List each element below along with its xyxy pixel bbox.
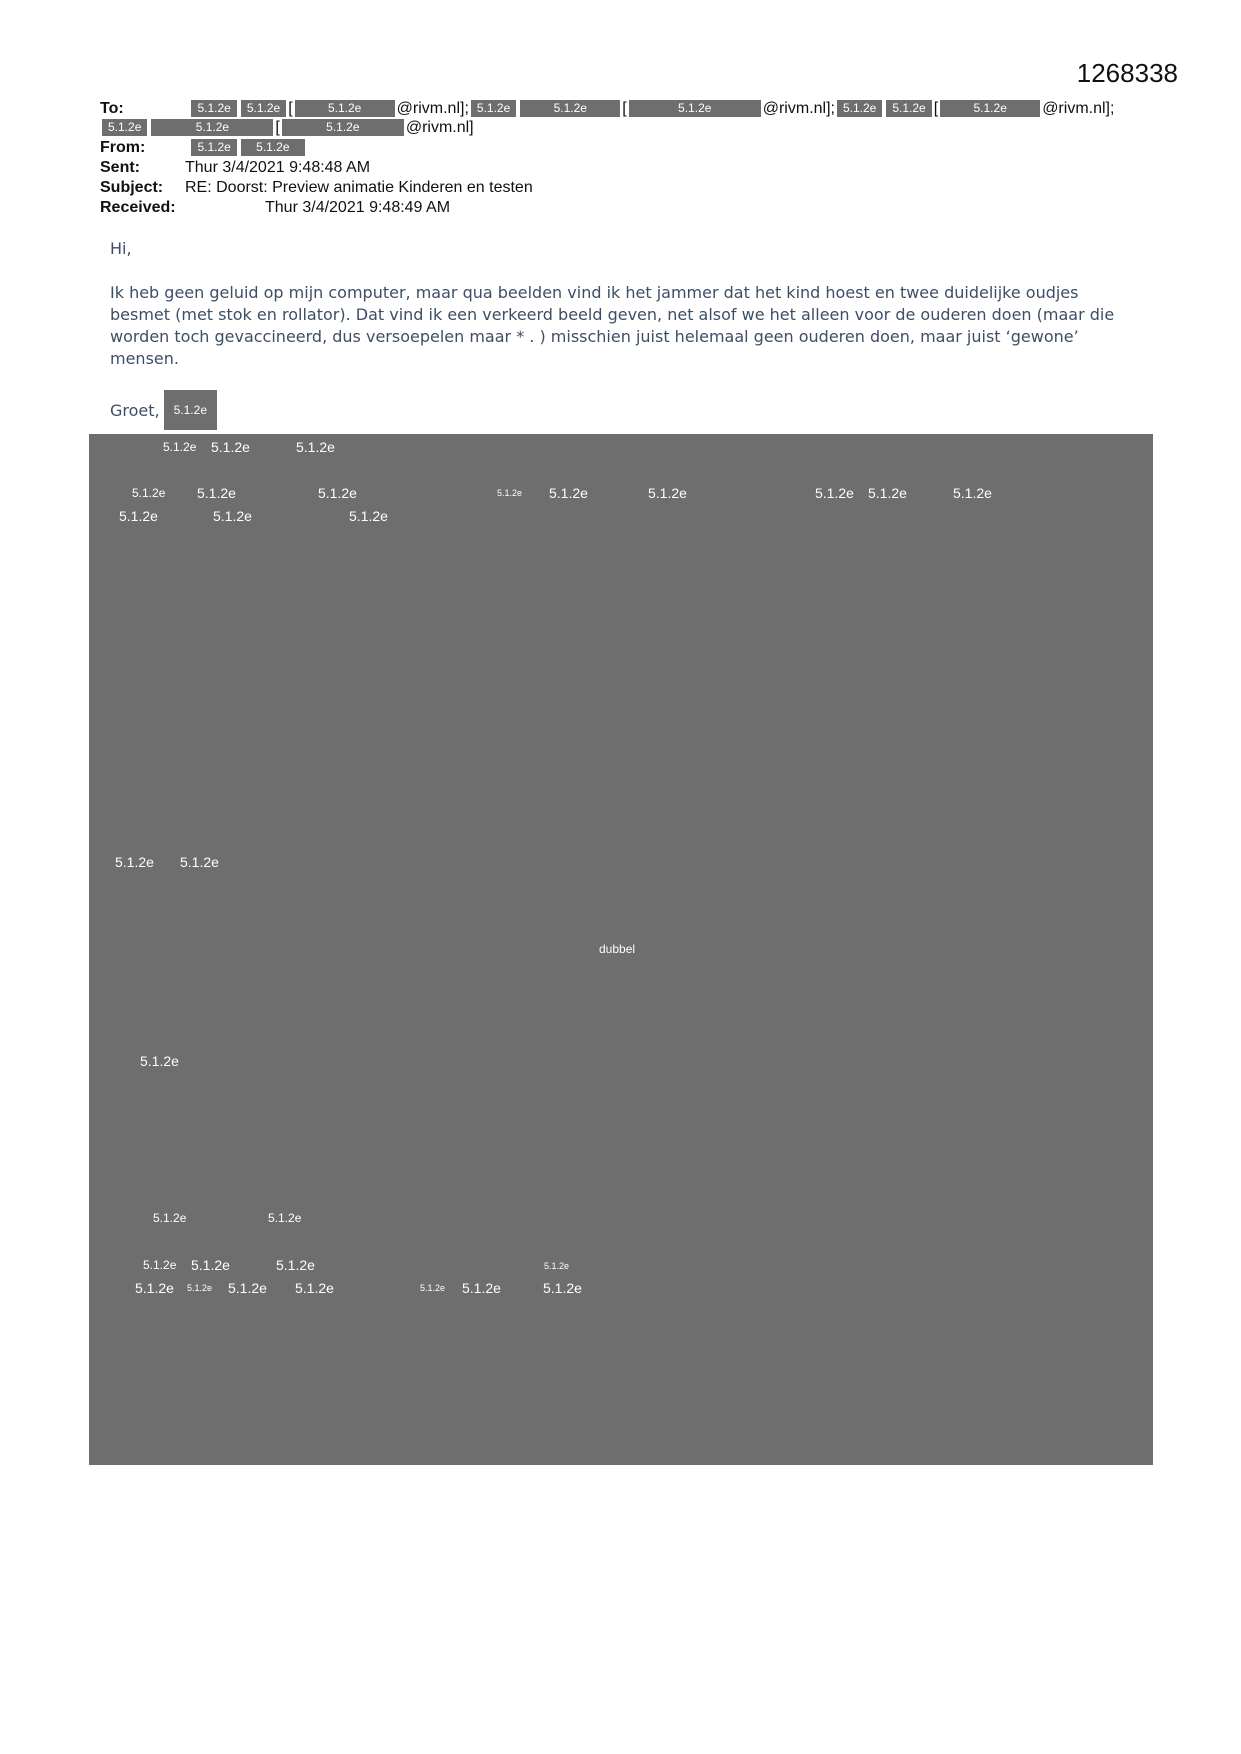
redaction-tag: 5.1.2e [191, 1257, 230, 1273]
redaction-tag: 5.1.2e [420, 1283, 446, 1293]
sent-value: Thur 3/4/2021 9:48:48 AM [185, 159, 371, 176]
document-number: 1268338 [1076, 58, 1178, 88]
email-suffix-last: @rivm.nl] [405, 119, 474, 136]
redaction-tag: 5.1.2e [213, 508, 252, 524]
bracket: [ [933, 100, 939, 117]
redaction: 5.1.2e [520, 100, 620, 117]
redaction-tag: 5.1.2e [163, 440, 197, 454]
bracket: [ [275, 119, 280, 136]
redaction-tag: 5.1.2e [543, 1280, 582, 1296]
redaction-tag: 5.1.2e [153, 1211, 187, 1225]
redaction-tag: 5.1.2e [497, 488, 523, 498]
subject-label: Subject: [100, 179, 164, 196]
redaction-tag: 5.1.2e [228, 1280, 267, 1296]
redaction: 5.1.2e [151, 119, 273, 136]
received-label: Received: [100, 199, 176, 216]
received-line [100, 199, 450, 217]
redaction-tag: 5.1.2e [140, 1053, 179, 1069]
message-paragraph: Ik heb geen geluid op mijn computer, maar qua beelden vind ik het jammer dat het kind hoest en twee duidelijke oudjes besmet (met stok en rollator). Dat vind ik een verkeerd beeld geven, net alsof we het alleen voor de ouderen doen (maar die worden toch gevaccineerd, dus versoepelen maar * . ) misschien juist helemaal geen ouderen doen, maar juist ‘gewone’ mensen. [110, 283, 1115, 368]
redaction-tag: 5.1.2e [143, 1258, 177, 1272]
redaction: 5.1.2e [241, 100, 286, 117]
to-line-continued [100, 119, 474, 137]
redaction-tag: 5.1.2e [648, 485, 687, 501]
from-label: From: [100, 139, 146, 156]
redaction: 5.1.2e [837, 100, 882, 117]
from-line [100, 139, 307, 157]
redaction: 5.1.2e [295, 100, 395, 117]
sent-line [100, 159, 370, 177]
to-label: To: [100, 100, 124, 117]
redaction-tag: 5.1.2e [296, 439, 335, 455]
redaction-tag: 5.1.2e [462, 1280, 501, 1296]
redaction: 5.1.2e [191, 139, 236, 156]
bracket: [ [622, 100, 627, 117]
greeting: Hi, [110, 239, 132, 258]
redaction-tag: 5.1.2e [135, 1280, 174, 1296]
redaction: 5.1.2e [471, 100, 516, 117]
redaction-tag: 5.1.2e [318, 485, 357, 501]
redaction-tag: 5.1.2e [549, 485, 588, 501]
redaction: 5.1.2e [102, 119, 147, 136]
email-suffix: @rivm.nl]; [1042, 100, 1115, 117]
received-value: Thur 3/4/2021 9:48:49 AM [265, 199, 451, 216]
redaction: 5.1.2e [886, 100, 931, 117]
redaction-tag: 5.1.2e [211, 439, 250, 455]
redaction-tag: 5.1.2e [115, 854, 154, 870]
email-suffix: @rivm.nl]; [762, 100, 835, 117]
closing-line [110, 390, 217, 430]
redaction-tag: 5.1.2e [119, 508, 158, 524]
redaction-tag: 5.1.2e [868, 485, 907, 501]
bracket: [ [288, 100, 293, 117]
redaction: 5.1.2e [241, 139, 305, 156]
redaction-tag: 5.1.2e [197, 485, 236, 501]
signature-redaction: 5.1.2e [164, 390, 217, 430]
sent-label: Sent: [100, 159, 140, 176]
redaction-tag: 5.1.2e [544, 1261, 570, 1271]
block-label: dubbel [599, 942, 636, 956]
subject-line [100, 179, 533, 197]
redaction: 5.1.2e [191, 100, 236, 117]
redaction-tag: 5.1.2e [180, 854, 219, 870]
redaction-tag: 5.1.2e [349, 508, 388, 524]
closing: Groet, [110, 401, 160, 420]
to-line [100, 100, 1114, 118]
redaction-tag: 5.1.2e [815, 485, 854, 501]
redaction-tag: 5.1.2e [132, 486, 166, 500]
redaction: 5.1.2e [629, 100, 761, 117]
email-suffix: @rivm.nl]; [396, 100, 469, 117]
redaction-tag: 5.1.2e [268, 1211, 302, 1225]
redaction: 5.1.2e [940, 100, 1040, 117]
subject-value: RE: Doorst: Preview animatie Kinderen en testen [185, 179, 533, 196]
redaction-tag: 5.1.2e [295, 1280, 334, 1296]
redaction-tag: 5.1.2e [187, 1283, 213, 1293]
redaction-tag: 5.1.2e [953, 485, 992, 501]
redaction-tag: 5.1.2e [276, 1257, 315, 1273]
redacted-block [89, 434, 1153, 1465]
redaction: 5.1.2e [282, 119, 404, 136]
